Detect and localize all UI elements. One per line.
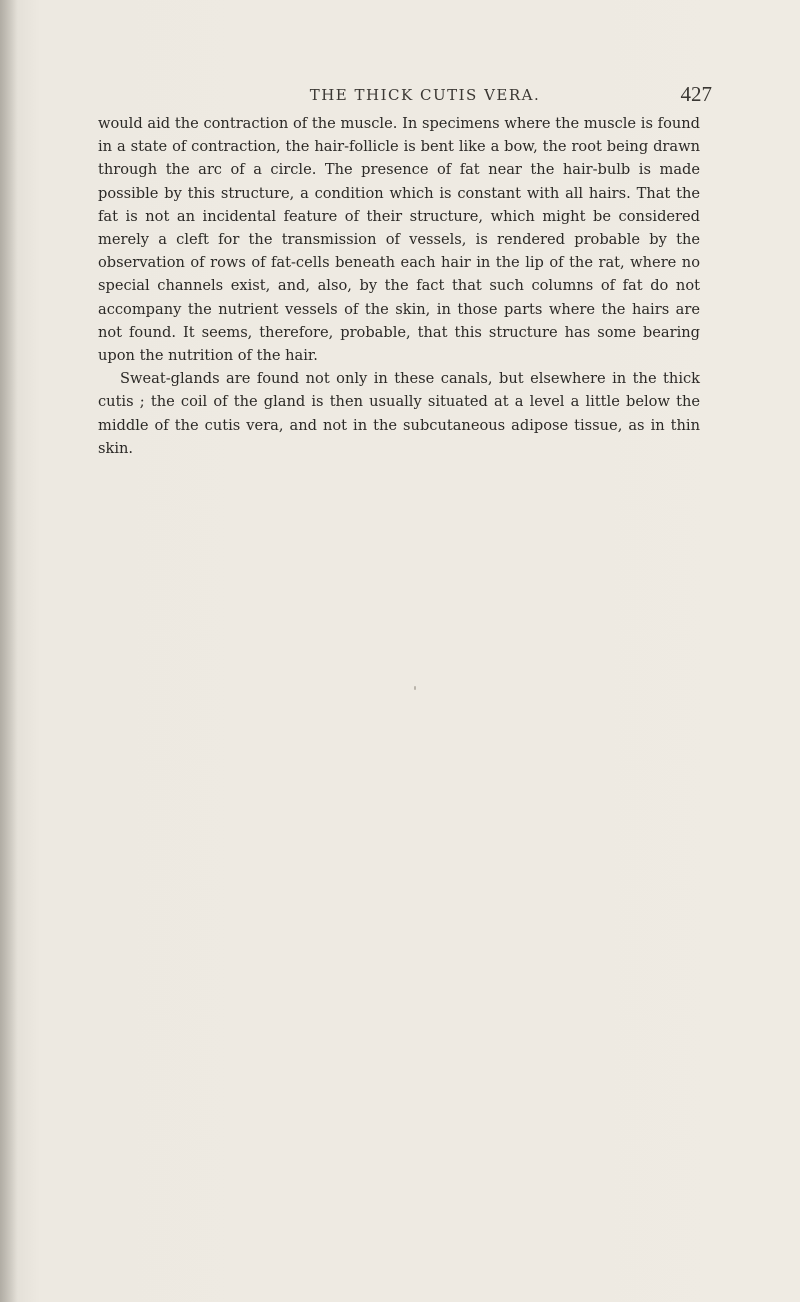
running-title: THE THICK CUTIS VERA.: [309, 86, 541, 104]
paper-speck: [414, 686, 416, 690]
page-number: 427: [680, 82, 712, 106]
binding-gutter-shadow: [0, 0, 18, 1302]
body-text: [98, 112, 700, 460]
paragraph: Sweat-glands are found not only in these canals, but elsewhere in the thick cutis ; the coil of the gland is then usually situated at a level a little below the middle of the cutis vera, and not in the subcutaneous adipose tissue, as in thin skin.: [98, 370, 700, 457]
paragraph: would aid the contraction of the muscle. In specimens where the muscle is found in a state of contraction, the hair-follicle is bent like a bow, the root being drawn through the arc of a circle. The presence of fat near the hair-bulb is made possible by this structure, a condition which is constant with all hairs. That the fat is not an incidental feature of their structure, which might be considered merely a cleft for the transmission of vessels, is rendered probable by the observation of rows of fat-cells beneath each hair in the lip of the rat, where no special channels exist, and, also, by the fact that such columns of fat do not accompany the nutrient vessels of the skin, in those parts where the hairs are not found. It seems, therefore, probable, that this structure has some bearing upon the nutrition of the hair.: [98, 115, 700, 365]
